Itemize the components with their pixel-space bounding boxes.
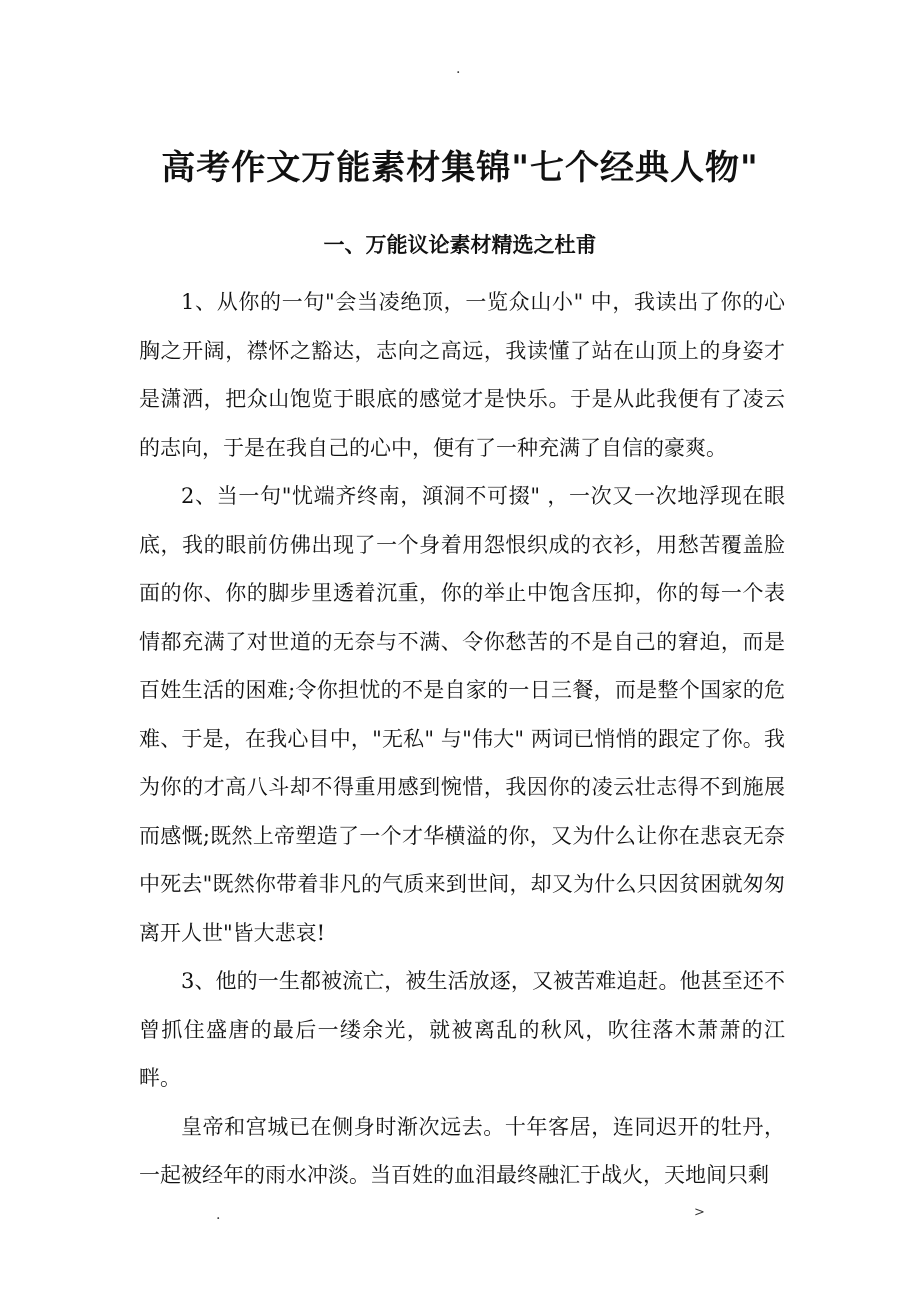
document-title: 高考作文万能素材集锦"七个经典人物"	[161, 148, 759, 188]
section-heading: 一、万能议论素材精选之杜甫	[323, 232, 597, 257]
paragraph-3: 3、他的一生都被流亡，被生活放逐，又被苦难追赶。他甚至还不曾抓住盛唐的最后一缕余光，就被离乱的秋风，吹往落木萧萧的江畔。	[139, 969, 785, 1090]
page-bottom-right-mark: >	[694, 1205, 705, 1220]
page-top-dot: .	[456, 61, 461, 77]
paragraph-1: 1、从你的一句"会当凌绝顶，一览众山小" 中，我读出了你的心胸之开阔，襟怀之豁达，志向之高远，我读懂了站在山顶上的身姿才是潇洒，把众山饱览于眼底的感觉才是快乐。于是从此我便有了凌云的志向，于是在我自己的心中，便有了一种充满了自信的豪爽。	[139, 290, 785, 460]
document-body	[139, 278, 785, 1200]
paragraph-4: 皇帝和宫城已在侧身时渐次远去。十年客居，连同迟开的牡丹，一起被经年的雨水冲淡。当百姓的血泪最终融汇于战火，天地间只剩	[139, 1114, 785, 1187]
paragraph-2: 2、当一句"忧端齐终南，澒洞不可掇" ，一次又一次地浮现在眼底，我的眼前仿佛出现了一个身着用怨恨织成的衣衫，用愁苦覆盖脸面的你、你的脚步里透着沉重，你的举止中饱含压抑，你的每一个表情都充满了对世道的无奈与不满、令你愁苦的不是自己的窘迫，而是百姓生活的困难;令你担忧的不是自家的一日三餐，而是整个国家的危难、于是，在我心目中，"无私" 与"伟大" 两词已悄悄的跟定了你。我为你的才高八斗却不得重用感到惋惜，我因你的凌云壮志得不到施展而感慨;既然上帝塑造了一个才华横溢的你，又为什么让你在悲哀无奈中死去"既然你带着非凡的气质来到世间，却又为什么只因贫困就匆匆离开人世"皆大悲哀!	[139, 484, 785, 945]
page-bottom-left-dot: .	[216, 1207, 221, 1223]
